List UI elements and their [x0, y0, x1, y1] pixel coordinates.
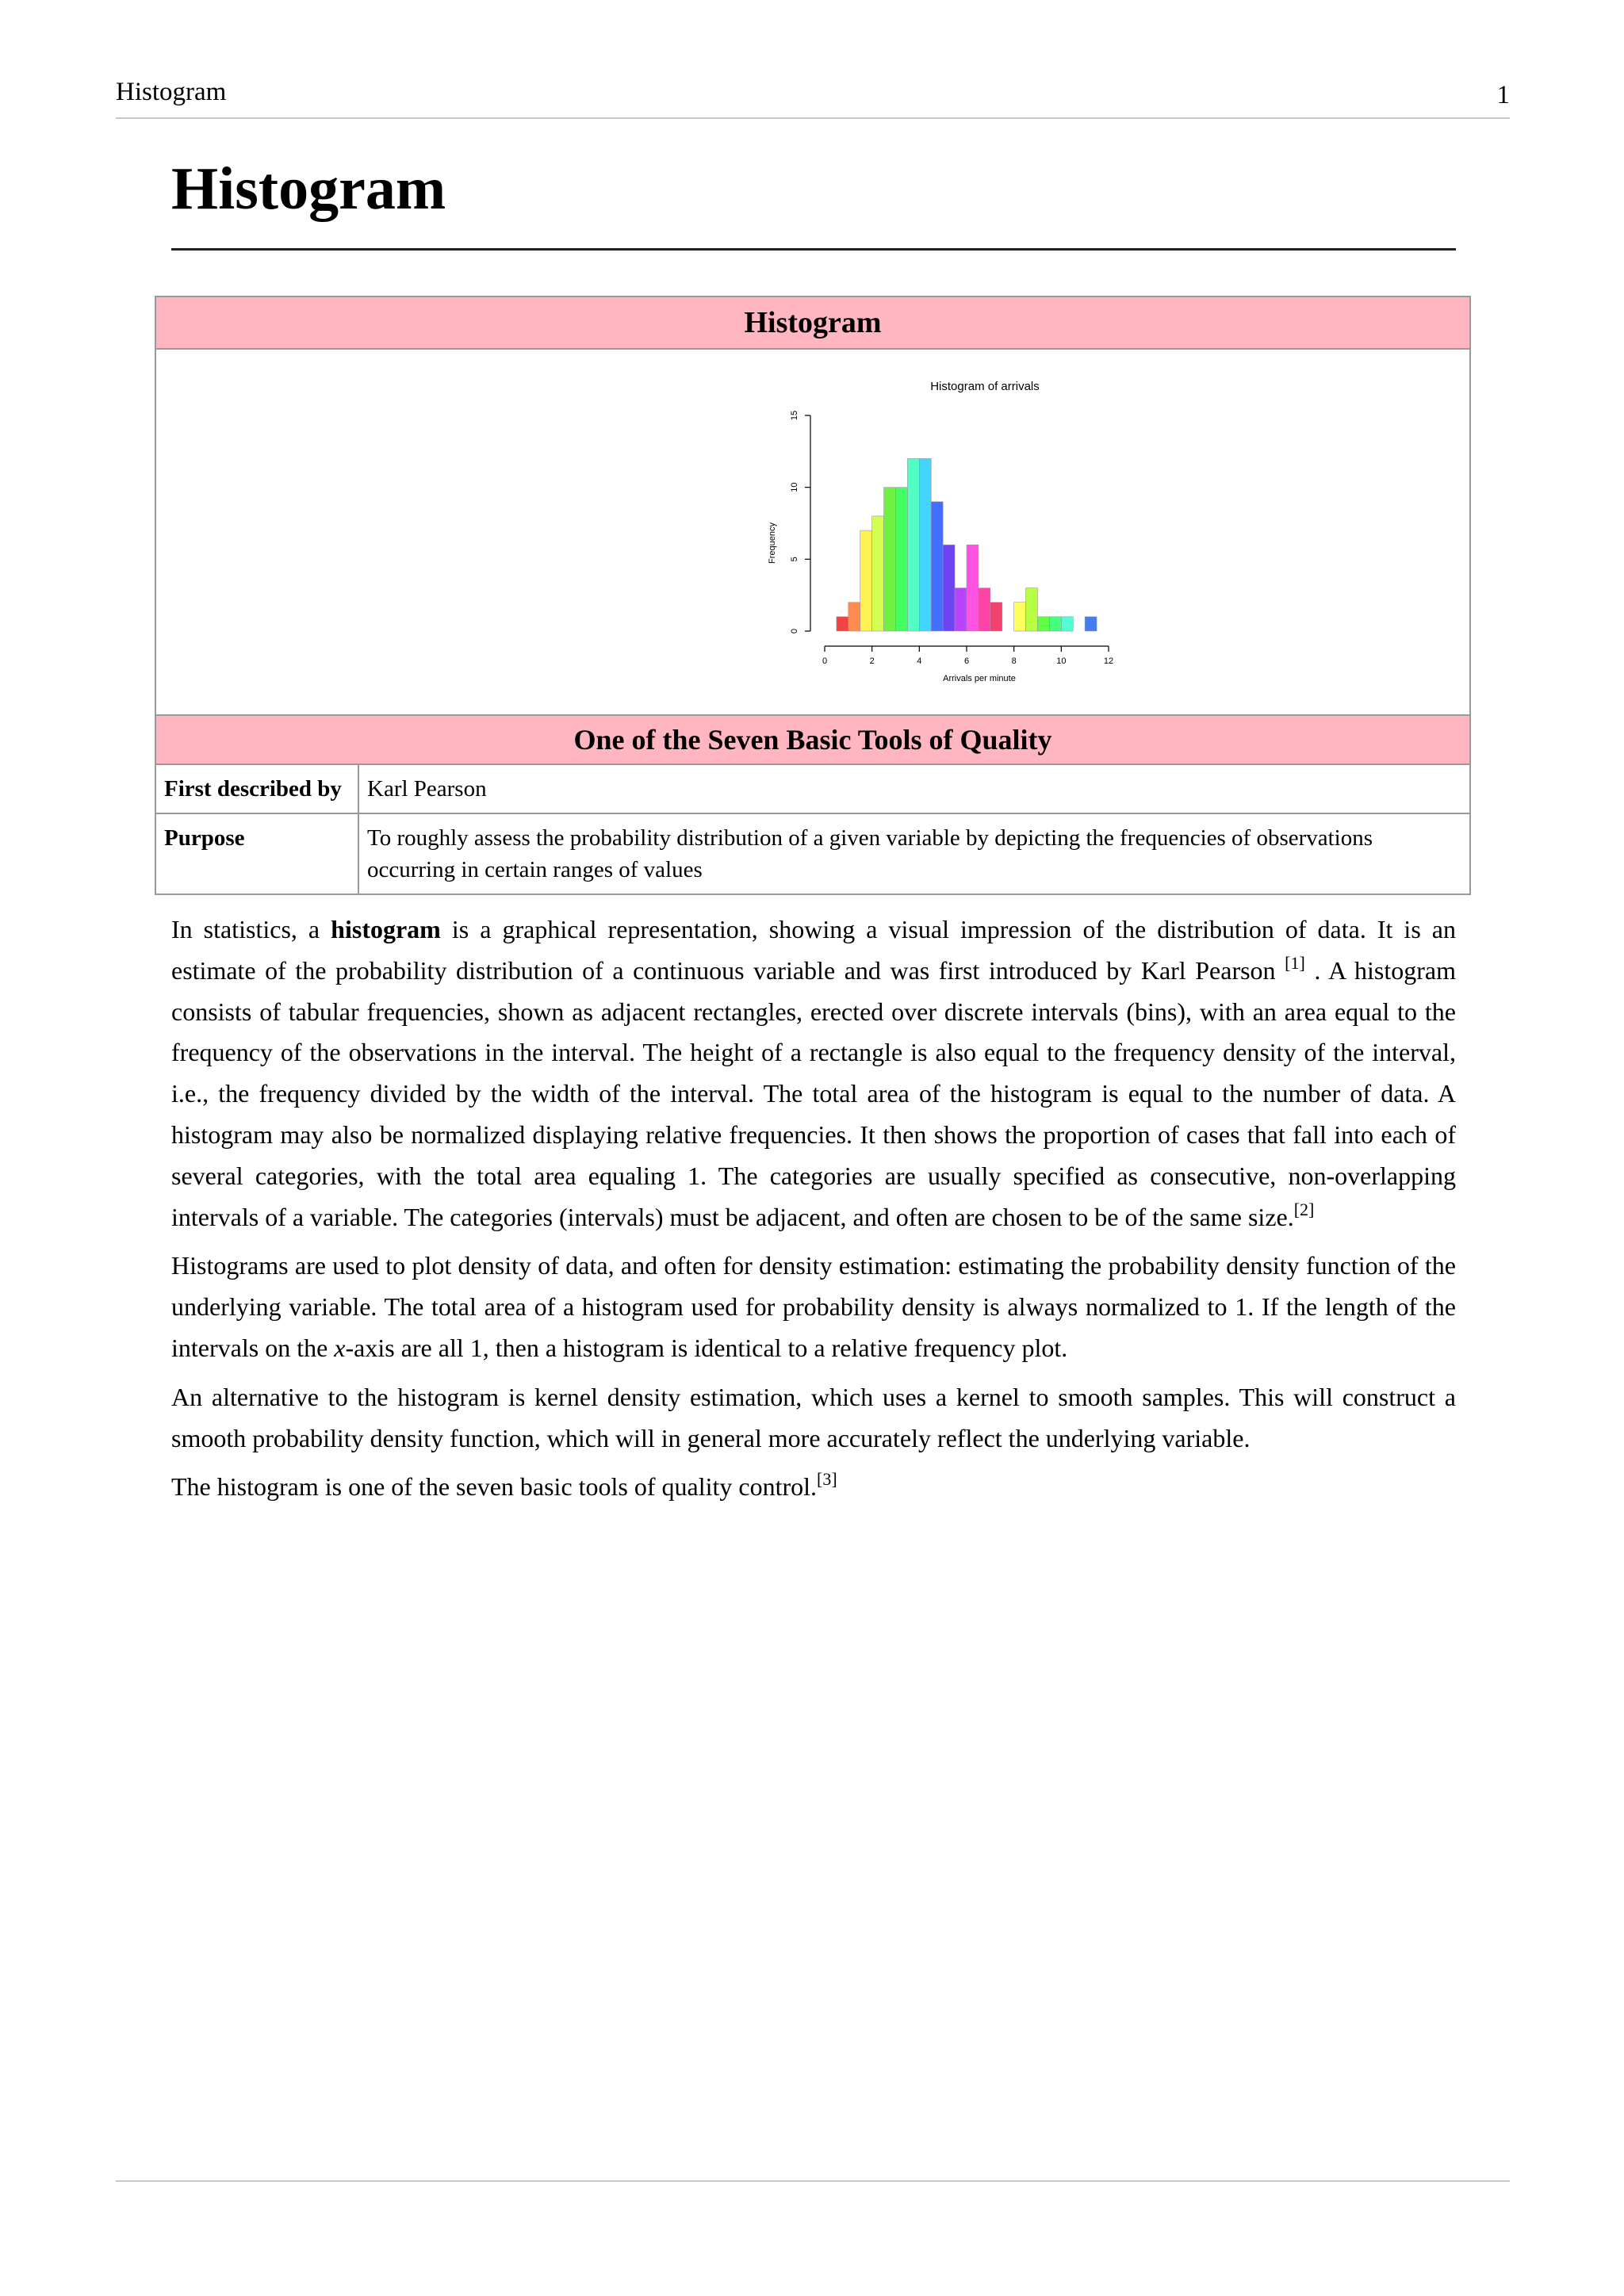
y-tick-label: 5	[790, 557, 799, 562]
histogram-bar	[837, 617, 848, 631]
italic-x: x	[334, 1333, 346, 1362]
histogram-bar	[967, 545, 979, 631]
paragraph-quality	[171, 1467, 1456, 1508]
text-span: In statistics, a	[171, 915, 331, 943]
histogram-bar	[1014, 603, 1026, 631]
histogram-bar	[990, 603, 1002, 631]
histogram-bar	[955, 588, 967, 631]
x-tick-label: 2	[869, 656, 875, 666]
histogram-bar	[907, 458, 919, 631]
histogram-bars	[837, 458, 1097, 631]
page-number: 1	[1496, 81, 1510, 109]
text-span: is a graphical representation, showing a visual impression of the distribution of data. It is an estimate of the probability distribution of a continuous variable and was first introduced by Karl Pearson	[171, 915, 1457, 985]
x-tick-label: 4	[917, 656, 922, 666]
title-divider	[171, 248, 1456, 251]
paragraph-density	[171, 1246, 1456, 1368]
text-span: . A histogram consists of tabular frequencies, shown as adjacent rectangles, erected over discrete intervals (bins), with an area equal to the frequency of the observations in the interval. The height of a rectangle is also equal to the frequency density of the interval, i.e., the frequency divided by the width of the interval. The total area of the histogram is equal to the number of data. A histogram may also be normalized displaying relative frequencies. It then shows the proportion of cases that fall into each of several categories, with the total area equaling 1. The categories are usually specified as consecutive, non-overlapping intervals of a variable. The categories (intervals) must be adjacent, and often are chosen to be of the same size.	[171, 955, 1457, 1231]
infobox-label: Purpose	[156, 814, 359, 894]
histogram-chart	[727, 367, 1139, 700]
text-span: The histogram is one of the seven basic tools of quality control.	[171, 1472, 818, 1502]
paragraph-kde: An alternative to the histogram is kernel density estimation, which uses a kernel to smooth samples. This will construct a smooth probability density function, which will in general more accurately reflect the underlying variable.	[171, 1382, 1456, 1452]
reference-1[interactable]: [1]	[1285, 952, 1305, 973]
y-tick-label: 15	[790, 410, 799, 421]
infobox-value: To roughly assess the probability distribution of a given variable by depicting the frequencies of observations occurring in certain ranges of values	[367, 825, 1373, 882]
x-tick-label: 10	[1056, 656, 1067, 666]
histogram-bar	[1061, 617, 1073, 631]
histogram-bar	[848, 603, 860, 631]
infobox-subtitle: One of the Seven Basic Tools of Quality	[156, 716, 1469, 765]
text-span: -axis are all 1, then a histogram is identical to a relative frequency plot.	[345, 1333, 1068, 1362]
y-tick-label: 0	[790, 628, 799, 634]
y-tick-label: 10	[790, 482, 799, 492]
histogram-bar	[919, 458, 931, 631]
infobox	[155, 296, 1471, 895]
text-span: Histograms are used to plot density of data, and often for density estimation: estimating the probability density function of the underlying variable. The total area of a histogram used for probability density is always normalized to 1. If the length of the intervals on the	[171, 1251, 1456, 1362]
running-title: Histogram	[116, 78, 227, 106]
histogram-bar	[872, 516, 884, 631]
paragraph-intro	[171, 909, 1456, 1238]
page-title: Histogram	[171, 155, 446, 222]
chart-title: Histogram of arrivals	[930, 380, 1040, 393]
x-tick-label: 8	[1011, 656, 1017, 666]
term-histogram: histogram	[331, 915, 441, 943]
reference-2[interactable]: [2]	[1293, 1199, 1315, 1219]
infobox-value[interactable]: Karl Pearson	[367, 776, 487, 802]
x-tick-label: 12	[1103, 656, 1114, 666]
x-tick-label: 6	[963, 656, 970, 666]
article-body	[171, 909, 1456, 1516]
footer-divider	[116, 2180, 1510, 2182]
infobox-row-purpose	[156, 814, 1469, 894]
histogram-bar	[1049, 617, 1061, 631]
infobox-row-first-described	[156, 765, 1469, 814]
histogram-bar	[860, 530, 872, 631]
infobox-title: Histogram	[156, 297, 1469, 350]
histogram-bar	[896, 488, 908, 631]
histogram-bar	[1038, 617, 1050, 631]
chart-y-axis-label: Frequency	[768, 522, 777, 564]
reference-3[interactable]: [3]	[817, 1469, 837, 1490]
infobox-label: First described by	[156, 765, 359, 813]
infobox-image[interactable]	[156, 350, 1469, 716]
chart-x-axis-label: Arrivals per minute	[943, 674, 1016, 683]
histogram-bar	[1085, 617, 1097, 631]
running-header	[116, 78, 1510, 119]
histogram-bar	[884, 488, 896, 631]
histogram-bar	[943, 545, 955, 631]
x-tick-label: 0	[822, 656, 828, 666]
histogram-bar	[1026, 588, 1038, 631]
histogram-bar	[979, 588, 990, 631]
histogram-bar	[931, 502, 943, 631]
